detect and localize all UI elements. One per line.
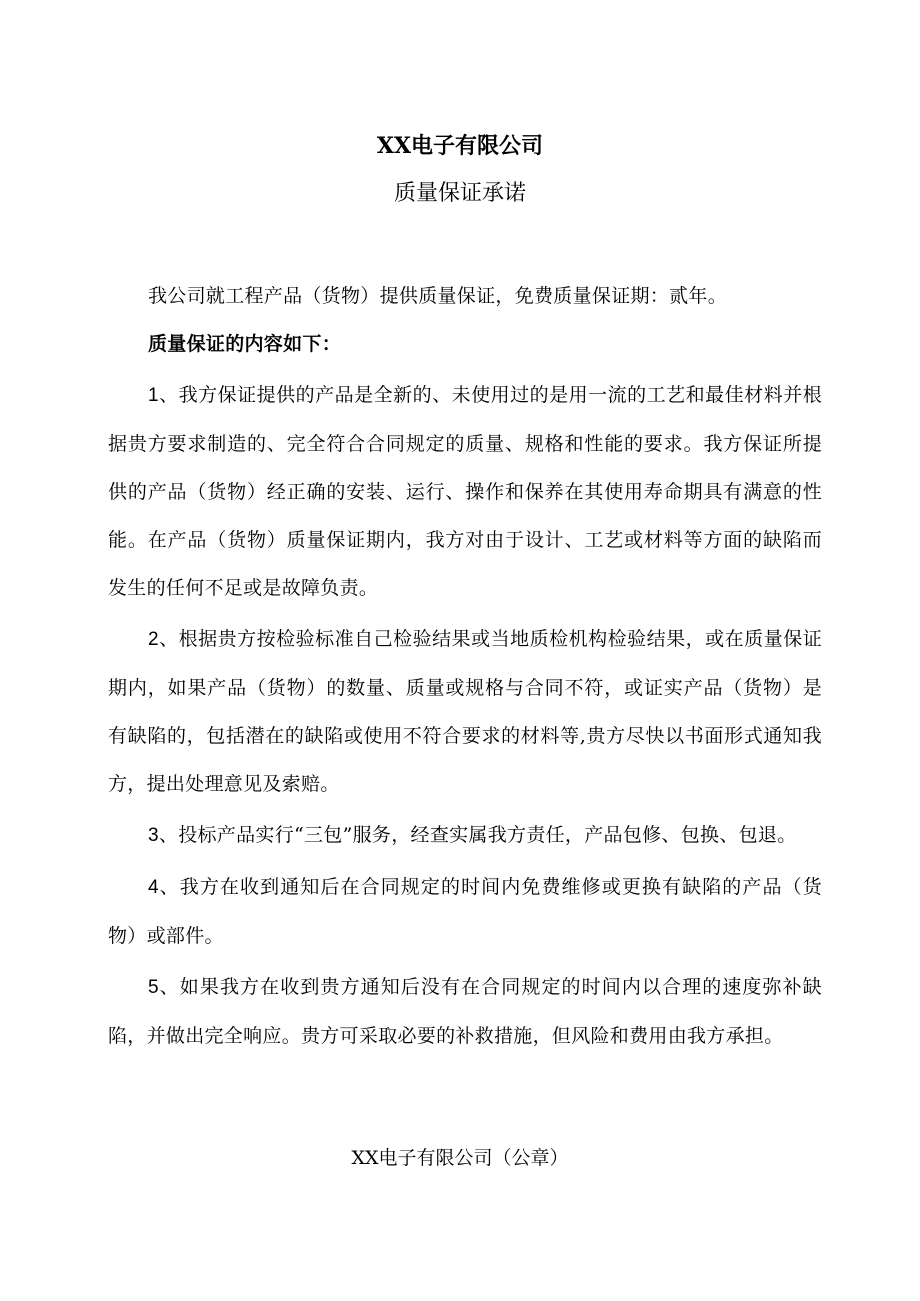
clause-number: 2 (148, 629, 159, 650)
clause-text: 如果我方在收到贵方通知后没有在合同规定的时间内以合理的速度弥补缺陷，并做出完全响应。贵方可采取必要的补救措施，但风险和费用由我方承担。 (108, 976, 822, 1047)
clause-5 (108, 963, 822, 1060)
document-title: 质量保证承诺 (393, 181, 526, 206)
document-body (108, 272, 822, 1060)
company-seal-line: XX电子有限公司（公章） (351, 1147, 569, 1169)
clause-3 (108, 811, 822, 860)
clause-number: 4 (148, 877, 159, 898)
clause-separator: 、 (158, 976, 180, 998)
clause-2 (108, 615, 822, 808)
company-title: XX电子有限公司 (376, 133, 544, 159)
clause-1 (108, 371, 822, 612)
clause-separator: 、 (158, 628, 179, 650)
clause-text: 投标产品实行“三包”服务，经查实属我方责任，产品包修、包换、包退。 (178, 824, 797, 846)
clause-separator: 、 (158, 824, 179, 846)
clause-number: 5 (148, 977, 159, 998)
clause-text: 我方保证提供的产品是全新的、未使用过的是用一流的工艺和最佳材料并根据贵方要求制造的、完全符合合同规定的质量、规格和性能的要求。我方保证所提供的产品（货物）经正确的安装、运行、操作和保养在其使用寿命期具有满意的性能。在产品（货物）质量保证期内，我方对由于设计、工艺或材料等方面的缺陷而发生的任何不足或是故障负责。 (108, 384, 822, 599)
clause-separator: 、 (158, 384, 179, 406)
clause-text: 我方在收到通知后在合同规定的时间内免费维修或更换有缺陷的产品（货物）或部件。 (108, 876, 822, 947)
clause-number: 1 (148, 385, 159, 406)
clause-4 (108, 863, 822, 960)
content-heading: 质量保证的内容如下： (148, 333, 342, 355)
clause-text: 根据贵方按检验标准自己检验结果或当地质检机构检验结果，或在质量保证期内，如果产品（货物）的数量、质量或规格与合同不符，或证实产品（货物）是有缺陷的，包括潜在的缺陷或使用不符合要求的材料等,贵方尽快以书面形式通知我方，提出处理意见及索赔。 (108, 628, 822, 795)
intro-paragraph: 我公司就工程产品（货物）提供质量保证，免费质量保证期：贰年。 (148, 285, 728, 307)
clause-separator: 、 (158, 876, 180, 898)
clause-number: 3 (148, 825, 159, 846)
